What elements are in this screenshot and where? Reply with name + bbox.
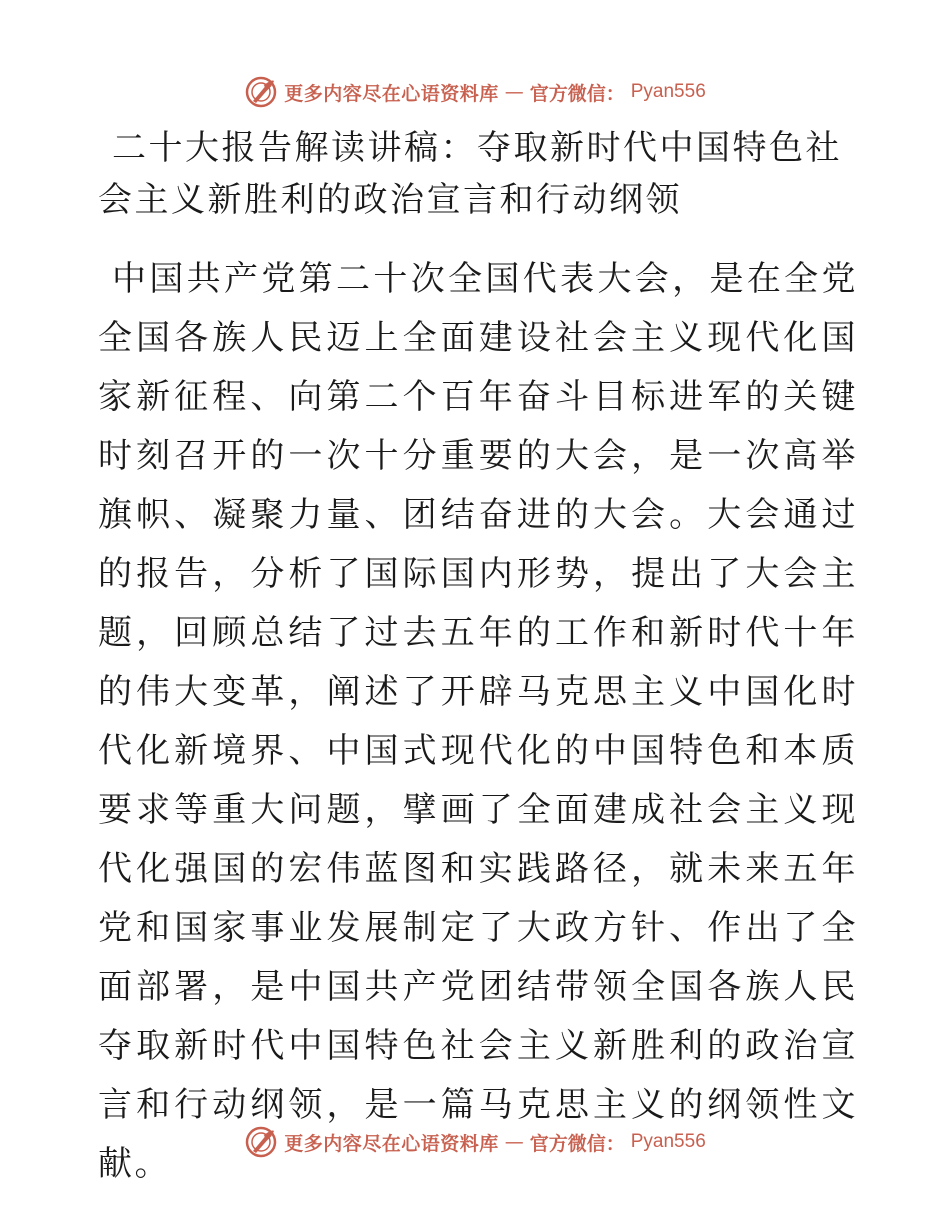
document-title: 二十大报告解读讲稿：夺取新时代中国特色社会主义新胜利的政治宣言和行动纲领 xyxy=(98,128,842,220)
footer-watermark xyxy=(0,1122,950,1162)
watermark-label: 官方微信： xyxy=(529,82,625,105)
header-watermark xyxy=(0,72,950,112)
watermark-dash: — xyxy=(504,1131,524,1153)
document-paragraph: 中国共产党第二十次全国代表大会，是在全党全国各族人民迈上全面建设社会主义现代化国家新征程、向第二个百年奋斗目标进军的关键时刻召开的一次十分重要的大会，是一次高举旗帜、凝聚力量、团结奋进的大会。大会通过的报告，分析了国际国内形势，提出了大会主题，回顾总结了过去五年的工作和新时代十年的伟大变革，阐述了开辟马克思主义中国化时代化新境界、中国式现代化的中国特色和本质要求等重大问题，擘画了全面建成社会主义现代化强国的宏伟蓝图和实践路径，就未来五年党和国家事业发展制定了大政方针、作出了全面部署，是中国共产党团结带领全国各族人民夺取新时代中国特色社会主义新胜利的政治宣言和行动纲领，是一篇马克思主义的纲领性文献。 xyxy=(98,259,858,1184)
quill-seal-icon xyxy=(244,1125,278,1159)
watermark-wechat-id: Pyan556 xyxy=(630,81,706,102)
watermark-text: 更多内容尽在心语资料库 xyxy=(284,1132,499,1155)
watermark-dash: — xyxy=(504,81,524,103)
watermark-text: 更多内容尽在心语资料库 xyxy=(284,82,499,105)
watermark-label: 官方微信： xyxy=(529,1132,625,1155)
watermark-wechat-id: Pyan556 xyxy=(630,1131,706,1152)
quill-seal-icon xyxy=(244,75,278,109)
